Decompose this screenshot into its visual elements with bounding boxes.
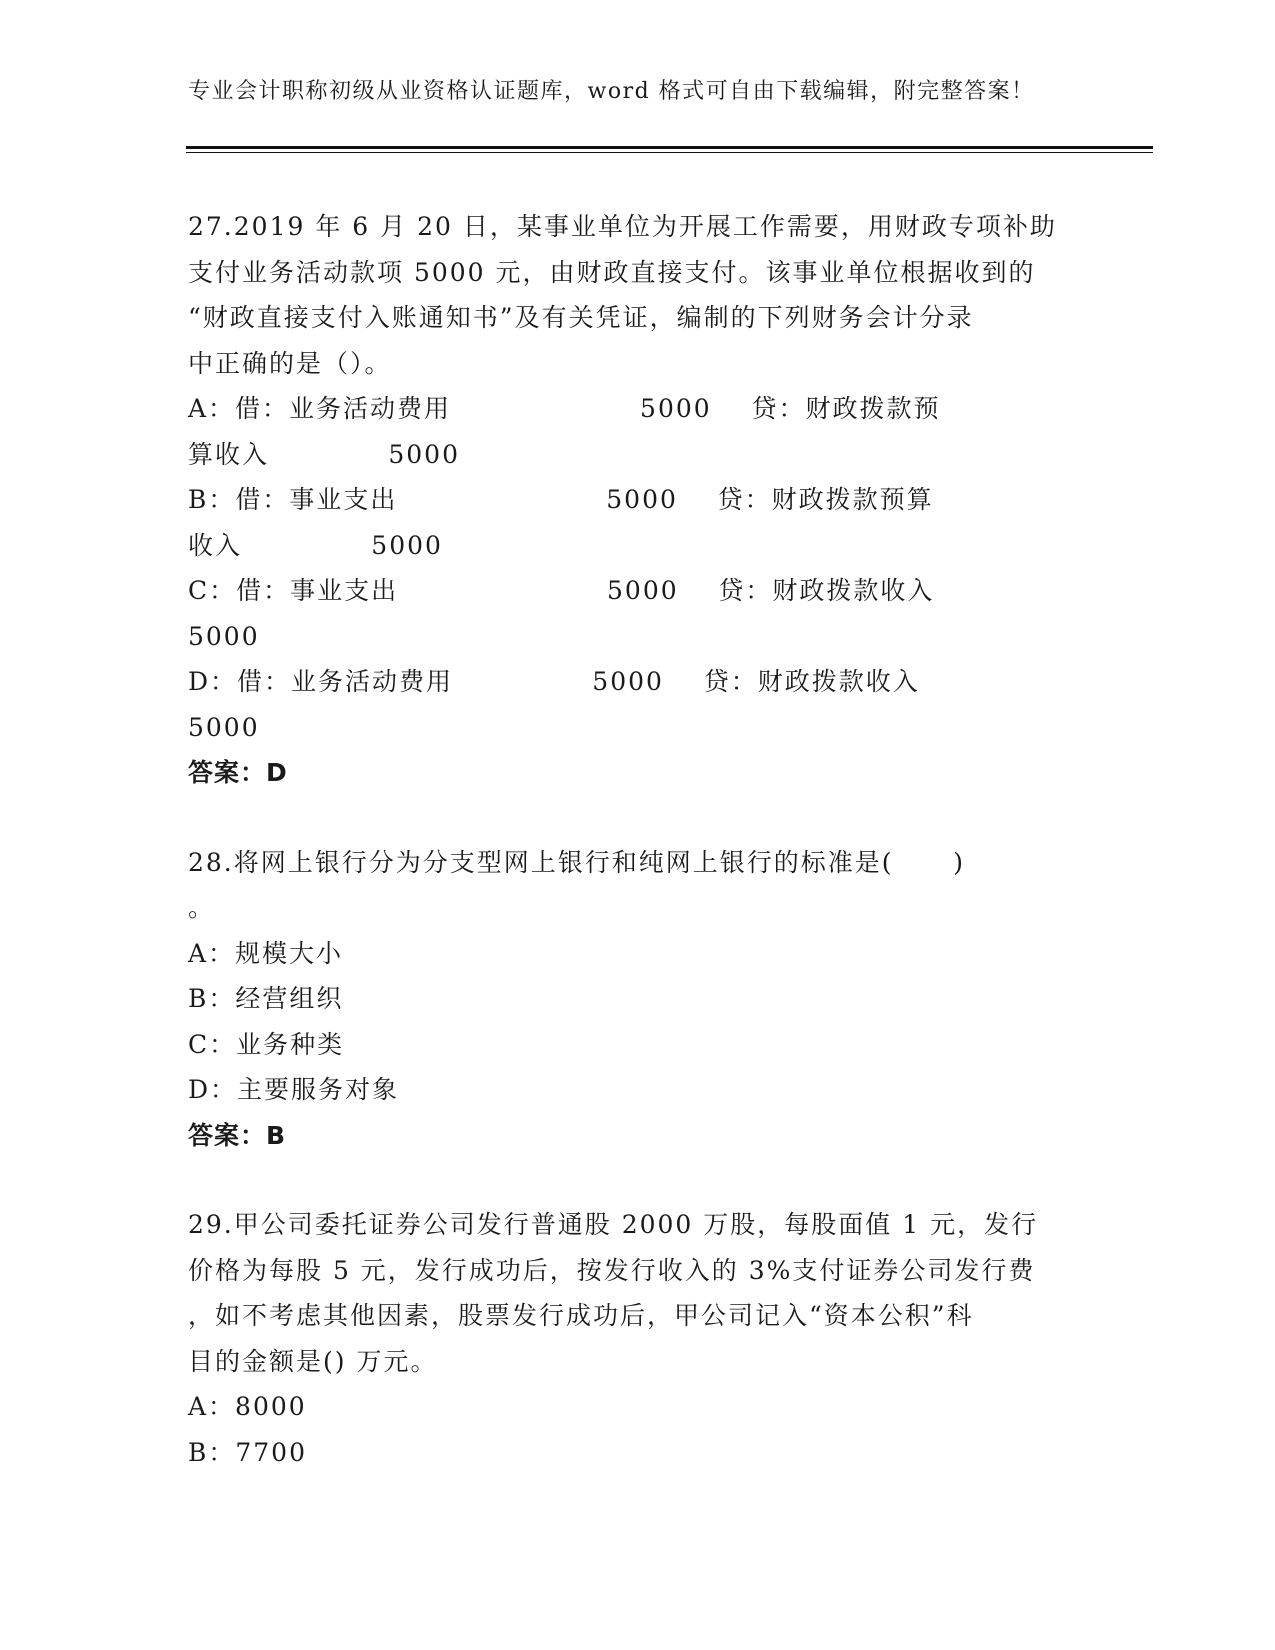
question-text-line: ，如不考虑其他因素，股票发行成功后，甲公司记入“资本公积”科: [188, 1301, 974, 1330]
question-27: [188, 204, 1088, 796]
answer-line: 答案：D: [188, 758, 288, 787]
question-spacer: [188, 796, 1088, 840]
question-28: [188, 840, 1088, 1159]
option-line: D：借：业务活动费用 5000 贷：财政拨款收入: [188, 667, 920, 696]
question-text-line: 价格为每股 5 元，发行成功后，按发行收入的 3%支付证券公司发行费: [188, 1255, 1036, 1285]
option-line: 收入 5000: [188, 530, 443, 560]
option-line: B：7700: [188, 1437, 307, 1467]
option-line: 5000: [188, 621, 260, 651]
option-line: A：规模大小: [188, 938, 344, 968]
option-line: A：8000: [188, 1392, 307, 1421]
question-text-line: 。: [188, 893, 216, 922]
question-text-line: 支付业务活动款项 5000 元，由财政直接支付。该事业单位根据收到的: [188, 257, 1036, 287]
question-text-line: 目的金额是() 万元。: [188, 1346, 438, 1376]
header-rule: [186, 146, 1153, 149]
page-header: 专业会计职称初级从业资格认证题库，word 格式可自由下载编辑，附完整答案！: [188, 79, 1035, 104]
option-line: 5000: [188, 712, 260, 742]
question-text-line: 28.将网上银行分为分支型网上银行和纯网上银行的标准是( ): [188, 847, 965, 877]
question-text-line: 27.2019 年 6 月 20 日，某事业单位为开展工作需要，用财政专项补助: [188, 212, 1057, 241]
question-spacer: [188, 1158, 1088, 1202]
question-text-line: “财政直接支付入账通知书”及有关凭证，编制的下列财务会计分录: [188, 303, 974, 332]
option-line: C：借：事业支出 5000 贷：财政拨款收入: [188, 576, 935, 605]
question-text-line: 中正确的是（）。: [188, 348, 392, 378]
answer-line: 答案：B: [188, 1120, 287, 1150]
question-list: [188, 204, 1088, 1475]
header-rule-thin: [186, 152, 1153, 153]
option-line: B：经营组织: [188, 984, 344, 1013]
option-line: D：主要服务对象: [188, 1075, 400, 1104]
option-line: B：借：事业支出 5000 贷：财政拨款预算: [188, 485, 934, 514]
option-line: 算收入 5000: [188, 439, 460, 469]
question-text-line: 29.甲公司委托证券公司发行普通股 2000 万股，每股面值 1 元，发行: [188, 1210, 1039, 1239]
option-line: C：业务种类: [188, 1029, 345, 1059]
option-line: A：借：业务活动费用 5000 贷：财政拨款预: [188, 394, 941, 423]
question-29: [188, 1202, 1088, 1475]
